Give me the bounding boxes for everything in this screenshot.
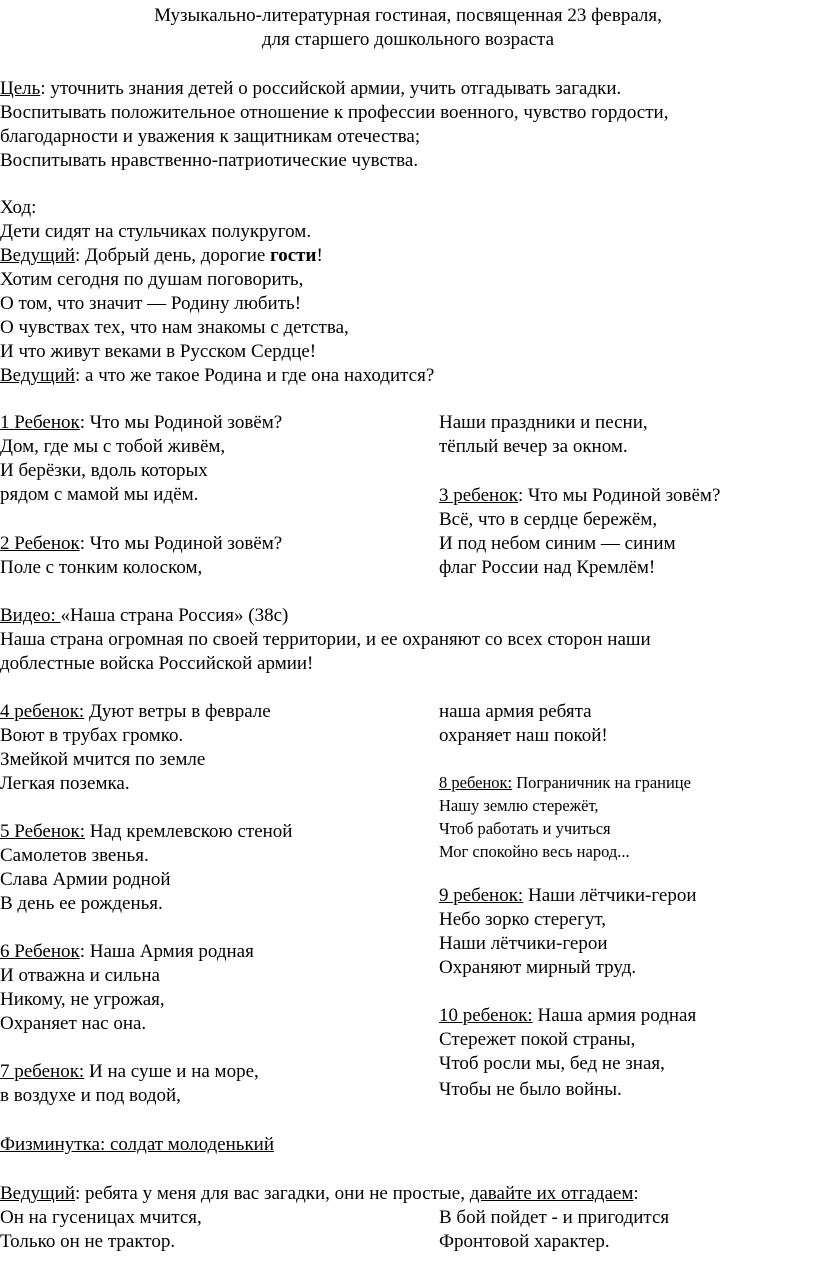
verse-6-line: И отважна и сильна	[0, 965, 160, 986]
riddle-line: Он на гусеницах мчится,	[0, 1207, 202, 1228]
verse-3-line: Всё, что в сердце бережём,	[439, 509, 658, 530]
verse-8-line: Нашу землю стережёт,	[439, 796, 599, 815]
riddle-line: Только он не трактор.	[0, 1231, 176, 1252]
riddles-intro: Ведущий: ребята у меня для вас загадки, они не простые, давайте их отгадаем:	[0, 1183, 639, 1204]
poem-line: Хотим сегодня по душам поговорить,	[0, 269, 304, 290]
verse-3-line: 3 ребенок: Что мы Родиной зовём?	[439, 485, 721, 506]
verse-10-line: Стережет покой страны,	[439, 1029, 636, 1050]
verse-3-line: флаг России над Кремлём!	[439, 557, 656, 578]
verse-7-line: в воздухе и под водой,	[0, 1085, 181, 1106]
video-desc-line: доблестные войска Российской армии!	[0, 653, 314, 674]
video-label: Видео:	[0, 605, 61, 626]
verse-5-line: В день ее рожденья.	[0, 893, 163, 914]
host-greeting: Ведущий: Добрый день, дорогие гости!	[0, 245, 323, 266]
verse-4-line: Змейкой мчится по земле	[0, 749, 206, 770]
page-subtitle: для старшего дошкольного возраста	[261, 29, 555, 50]
verse-1-line: рядом с мамой мы идём.	[0, 484, 199, 505]
verse-5-line: Слава Армии родной	[0, 869, 171, 890]
goal-line-4: Воспитывать нравственно-патриотические чувства.	[0, 150, 419, 171]
verse-5-line: Самолетов звенья.	[0, 845, 149, 866]
verse-9-line: 9 ребенок: Наши лётчики-герои	[439, 885, 697, 906]
page-title: Музыкально-литературная гостиная, посвященная 23 февраля,	[154, 5, 662, 26]
verse-2-line: 2 Ребенок: Что мы Родиной зовём?	[0, 533, 283, 554]
verse-10-line: Чтоб росли мы, бед не зная,	[439, 1053, 665, 1074]
verse-1-line: Дом, где мы с тобой живём,	[0, 436, 226, 457]
goal-line-1: Цель: уточнить знания детей о российской армии, учить отгадывать загадки.	[0, 78, 622, 99]
verse-1-line: И берёзки, вдоль которых	[0, 460, 208, 481]
course-label: Ход:	[0, 197, 37, 218]
poem-line: О чувствах тех, что нам знакомы с детства,	[0, 317, 349, 338]
verse-5-line: 5 Ребенок: Над кремлевскою стеной	[0, 821, 293, 842]
poem-line: И что живут веками в Русском Сердце!	[0, 341, 317, 362]
verse-4-line: Воют в трубах громко.	[0, 725, 184, 746]
verse-6-line: 6 Ребенок: Наша Армия родная	[0, 941, 254, 962]
verse-9-line: Небо зорко стерегут,	[439, 909, 607, 930]
verse-10-line: 10 ребенок: Наша армия родная	[439, 1005, 697, 1026]
goal-line-3: благодарности и уважения к защитникам отечества;	[0, 126, 421, 147]
goal-line-2: Воспитывать положительное отношение к профессии военного, чувство гордости,	[0, 102, 669, 123]
verse-8-line: 8 ребенок: Пограничник на границе	[439, 773, 691, 792]
exercise-heading: Физминутка: солдат молоденький	[0, 1134, 275, 1155]
verse-6-line: Никому, не угрожая,	[0, 989, 165, 1010]
verse-7-line: 7 ребенок: И на суше и на море,	[0, 1061, 259, 1082]
verse-4-line: 4 ребенок: Дуют ветры в феврале	[0, 701, 271, 722]
verse-8-line: Мог спокойно весь народ...	[439, 842, 630, 861]
verse-1-line: 1 Ребенок: Что мы Родиной зовём?	[0, 412, 283, 433]
course-line-1: Дети сидят на стульчиках полукругом.	[0, 221, 312, 242]
verse-10-line: Чтобы не было войны.	[439, 1079, 622, 1100]
riddle-line: Фронтовой характер.	[439, 1231, 610, 1252]
verse-2-continued: тёплый вечер за окном.	[439, 436, 628, 457]
verse-2-continued: Наши праздники и песни,	[439, 412, 648, 433]
verse-2-line: Поле с тонким колоском,	[0, 557, 203, 578]
poem-line: О том, что значит — Родину любить!	[0, 293, 302, 314]
verse-6-line: Охраняет нас она.	[0, 1013, 147, 1034]
verse-9-line: Охраняют мирный труд.	[439, 957, 637, 978]
verse-7-continued: охраняет наш покой!	[439, 725, 608, 746]
goal-label: Цель	[0, 78, 41, 99]
verse-9-line: Наши лётчики-герои	[439, 933, 608, 954]
host-question: Ведущий: а что же такое Родина и где она находится?	[0, 365, 435, 386]
video-line: Видео: «Наша страна Россия» (38с)	[0, 605, 289, 626]
verse-3-line: И под небом синим — синим	[439, 533, 676, 554]
verse-8-line: Чтоб работать и учиться	[439, 819, 611, 838]
riddle-line: В бой пойдет - и пригодится	[439, 1207, 670, 1228]
verse-7-continued: наша армия ребята	[439, 701, 592, 722]
verse-4-line: Легкая поземка.	[0, 773, 130, 794]
video-desc-line: Наша страна огромная по своей территории, и ее охраняют со всех сторон наши	[0, 629, 651, 650]
